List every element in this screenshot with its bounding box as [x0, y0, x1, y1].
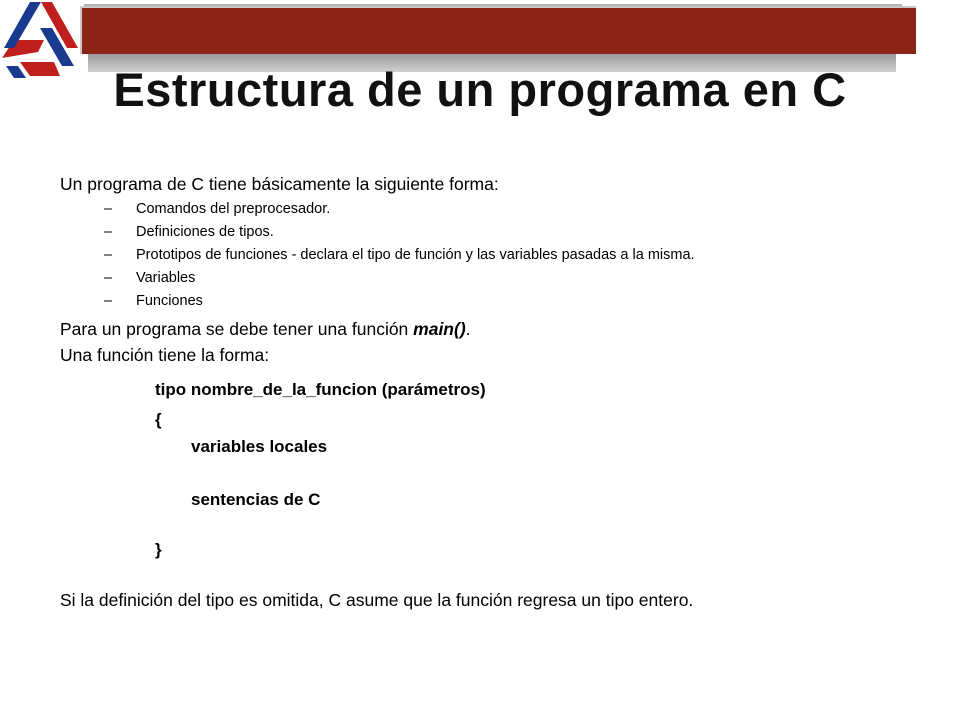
- intro-text: Un programa de C tiene básicamente la siguiente forma:: [60, 174, 499, 194]
- list-item: [60, 244, 940, 267]
- list-item-label: Definiciones de tipos.: [136, 224, 274, 240]
- list-item-label: Comandos del preprocesador.: [136, 201, 331, 217]
- list-item: [60, 221, 940, 244]
- main-function-name: main(): [413, 319, 466, 339]
- list-item: [60, 267, 940, 290]
- main-function-text: [60, 315, 940, 343]
- bullet-dash: –: [104, 270, 113, 286]
- code-signature: tipo nombre_de_la_funcion (parámetros): [155, 380, 486, 399]
- code-open-brace: {: [155, 410, 162, 429]
- list-item: [60, 290, 940, 313]
- title-banner: [80, 6, 916, 54]
- bullet-dash: –: [104, 247, 113, 263]
- function-form-text: Una función tiene la forma:: [60, 345, 270, 365]
- list-item-label: Variables: [136, 270, 196, 286]
- main-suffix: .: [465, 319, 471, 339]
- code-locals: variables locales: [191, 437, 328, 456]
- list-item-label: Funciones: [136, 293, 203, 309]
- note-text: Si la definición del tipo es omitida, C asume que la función regresa un tipo entero.: [60, 590, 694, 610]
- bullet-dash: –: [104, 224, 113, 240]
- page-title: Estructura de un programa en C: [113, 63, 847, 116]
- list-item-label: Prototipos de funciones - declara el tipo de función y las variables pasadas a la misma.: [136, 247, 695, 263]
- bullet-dash: –: [104, 293, 113, 309]
- bullet-dash: –: [104, 201, 113, 217]
- main-prefix: Para un programa se debe tener una función: [60, 319, 414, 339]
- list-item: [60, 198, 940, 221]
- code-statements: sentencias de C: [191, 490, 321, 509]
- slide-body: [60, 170, 940, 369]
- code-close-brace: }: [155, 540, 162, 559]
